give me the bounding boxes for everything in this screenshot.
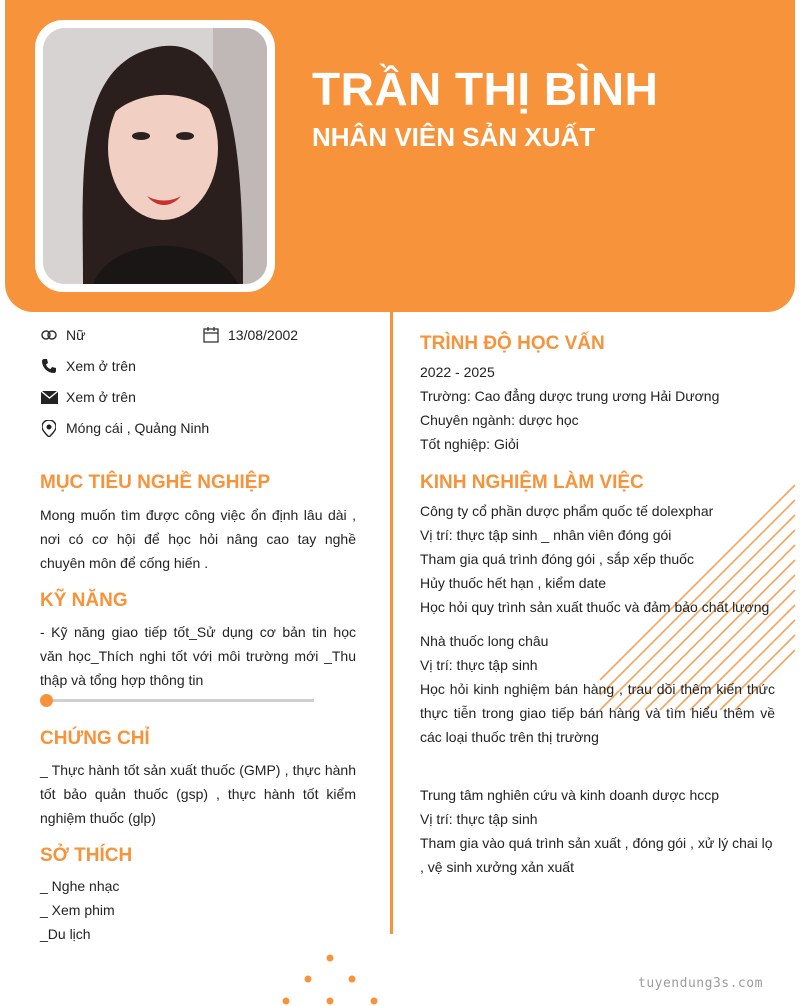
birthdate-value: 13/08/2002 xyxy=(228,327,299,343)
job-detail: Tham gia quá trình đóng gói , sắp xếp thuốc xyxy=(420,551,694,567)
contact-birthdate xyxy=(202,326,298,344)
job-title: NHÂN VIÊN SẢN XUẤT xyxy=(312,122,596,152)
skill-level-handle xyxy=(40,694,53,707)
job-company: Nhà thuốc long châu xyxy=(420,633,549,649)
candidate-name: TRẦN THỊ BÌNH xyxy=(312,63,659,115)
watermark: tuyendung3s.com xyxy=(638,976,763,991)
objective-heading: MỤC TIÊU NGHỀ NGHIỆP xyxy=(40,472,271,493)
job-detail: Hủy thuốc hết hạn , kiểm date xyxy=(420,575,606,591)
decorative-dots xyxy=(270,950,390,1006)
contact-email xyxy=(40,388,136,406)
hobby-item: _ Xem phim xyxy=(40,902,115,918)
job-detail: Vị trí: thực tập sinh xyxy=(420,811,538,827)
envelope-icon xyxy=(40,388,58,406)
job-company: Công ty cổ phần dược phẩm quốc tế dolexphar xyxy=(420,503,714,519)
job-detail: Học hỏi quy trình sản xuất thuốc và đảm bảo chất lượng xyxy=(420,599,770,615)
profile-photo xyxy=(43,28,267,284)
column-divider xyxy=(390,312,393,934)
job-detail: Vị trí: thực tập sinh xyxy=(420,657,538,673)
contact-gender xyxy=(40,326,85,344)
education-period: 2022 - 2025 xyxy=(420,364,495,380)
gender-icon xyxy=(40,326,58,344)
address-value: Móng cái , Quảng Ninh xyxy=(66,420,210,436)
hobby-item: _Du lịch xyxy=(40,926,91,942)
profile-photo-frame xyxy=(35,20,275,292)
skills-text: - Kỹ năng giao tiếp tốt_Sử dụng cơ bản tin học văn học_Thích nghi tốt với môi trường mới _Thu thập và tổng hợp thông tin xyxy=(40,624,356,688)
hobbies-heading: SỞ THÍCH xyxy=(40,845,133,866)
certificates-heading: CHỨNG CHỈ xyxy=(40,728,150,749)
contact-phone xyxy=(40,357,136,375)
gender-value: Nữ xyxy=(66,327,86,343)
education-major: Chuyên ngành: dược học xyxy=(420,412,579,428)
education-heading: TRÌNH ĐỘ HỌC VẤN xyxy=(420,333,605,354)
contact-address xyxy=(40,419,209,437)
phone-icon xyxy=(40,357,58,375)
hobby-item: _ Nghe nhạc xyxy=(40,878,120,894)
skills-heading: KỸ NĂNG xyxy=(40,590,128,611)
job-detail: Tham gia vào quá trình sản xuất , đóng gói , xử lý chai lọ , vệ sinh xưởng xản xuất xyxy=(420,835,773,875)
certificates-text: _ Thực hành tốt sản xuất thuốc (GMP) , thực hành tốt bảo quản thuốc (gsp) , thực hành tốt kiểm nghiệm thuốc (glp) xyxy=(40,762,356,826)
calendar-icon xyxy=(202,326,220,344)
portrait-illustration xyxy=(43,28,267,284)
email-value: Xem ở trên xyxy=(66,389,136,405)
experience-heading: KINH NGHIỆM LÀM VIỆC xyxy=(420,472,644,493)
job-detail: Học hỏi kinh nghiệm bán hàng , trau dồi thêm kiến thức thực tiễn trong giao tiếp bán hàng và tìm hiểu thêm về các loại thuốc trên thị trường xyxy=(420,681,775,745)
phone-value: Xem ở trên xyxy=(66,358,136,374)
objective-text: Mong muốn tìm được công việc ổn định lâu dài , nơi có cơ hội để học hỏi nâng cao tay nghề chuyên môn để cống hiến . xyxy=(40,507,356,571)
job-detail: Vị trí: thực tập sinh _ nhân viên đóng gói xyxy=(420,527,672,543)
location-pin-icon xyxy=(40,419,58,437)
education-school: Trường: Cao đẳng dược trung ương Hải Dương xyxy=(420,388,720,404)
skill-level-track xyxy=(46,699,314,702)
job-company: Trung tâm nghiên cứu và kinh doanh dược hccp xyxy=(420,787,720,803)
education-grade: Tốt nghiệp: Giỏi xyxy=(420,436,519,452)
